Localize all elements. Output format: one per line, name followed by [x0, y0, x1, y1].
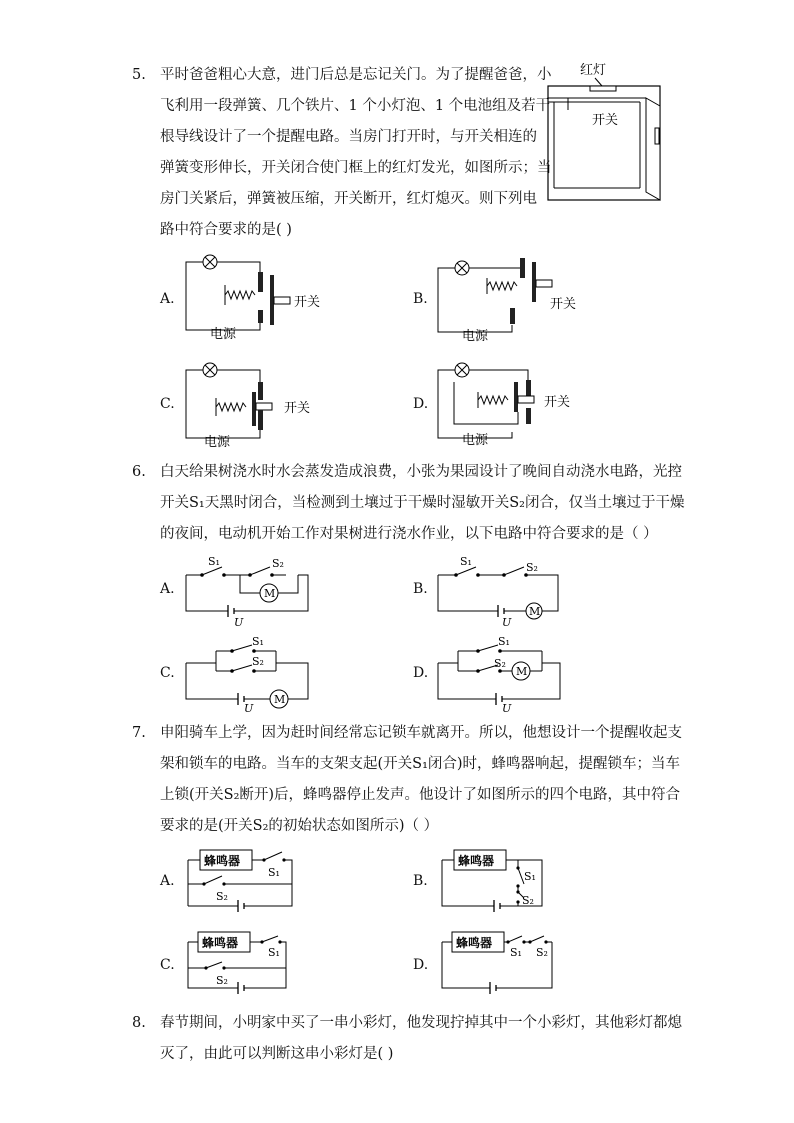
s1-label: S₁ [208, 555, 220, 568]
power-source-label: 电源 [204, 435, 231, 450]
q7-option-c-circuit [182, 928, 307, 998]
q6-option-a-circuit [180, 553, 320, 633]
switch-label: 开关 [544, 395, 571, 410]
switch-icon [252, 392, 256, 426]
s2-label: S₂ [494, 657, 506, 670]
switch-label: 开关 [294, 295, 321, 310]
voltage-label: U [234, 616, 244, 629]
buzzer-label: 蜂鸣器 [456, 936, 493, 950]
text-line: 弹簧变形伸长，开关闭合使门框上的红灯发光，如图所示；当 [160, 160, 552, 176]
text-line: 飞利用一段弹簧、几个铁片、1 个小灯泡、1 个电池组及若干 [160, 98, 551, 114]
red-light-label: 红灯 [580, 63, 607, 78]
buzzer-label: 蜂鸣器 [458, 854, 495, 868]
door-panel [646, 98, 660, 200]
s2-label: S₂ [526, 561, 538, 574]
s1-label: S₁ [460, 555, 472, 568]
question-text [160, 60, 552, 246]
s1-label: S₁ [510, 946, 522, 959]
option-a-letter[interactable]: A. [160, 291, 175, 307]
switch-label: 开关 [550, 297, 577, 312]
switch-icon [270, 275, 274, 325]
q5-option-c-circuit [180, 358, 320, 453]
q6-option-c-circuit [180, 633, 320, 713]
voltage-label: U [502, 702, 512, 715]
option-d-letter[interactable]: D. [413, 957, 429, 973]
s1-label: S₁ [524, 870, 536, 883]
voltage-label: U [244, 702, 254, 715]
q7-option-b-circuit [436, 846, 561, 916]
text-line: 架和锁车的电路。当车的支架支起(开关S₁闭合)时，蜂鸣器响起，提醒锁车；当车 [160, 756, 681, 772]
question-number: 6. [132, 464, 146, 480]
s2-label: S₂ [536, 946, 548, 959]
motor-label: M [516, 665, 528, 678]
option-d-letter[interactable]: D. [413, 665, 429, 681]
power-source-label: 电源 [462, 329, 489, 344]
buzzer-label: 蜂鸣器 [204, 854, 241, 868]
text-line: 春节期间，小明家中买了一串小彩灯，他发现拧掉其中一个小彩灯，其他彩灯都熄 [160, 1015, 682, 1031]
power-source-label: 电源 [210, 327, 237, 342]
text-line: 根导线设计了一个提醒电路。当房门打开时，与开关相连的 [160, 129, 537, 145]
s2-label: S₂ [272, 557, 284, 570]
text-line: 申阳骑车上学，因为赶时间经常忘记锁车就离开。所以，他想设计一个提醒收起支 [160, 725, 682, 741]
text-line: 平时爸爸粗心大意，进门后总是忘记关门。为了提醒爸爸，小 [160, 67, 552, 83]
question-number: 7. [132, 725, 146, 741]
option-c-letter[interactable]: C. [160, 665, 175, 681]
option-b-letter[interactable]: B. [413, 291, 428, 307]
text-line: 上锁(开关S₂断开)后，蜂鸣器停止发声。他设计了如图所示的四个电路，其中符合 [160, 787, 681, 803]
q7-option-d-circuit [436, 928, 561, 998]
s1-label: S₁ [498, 635, 510, 648]
option-a-letter[interactable]: A. [160, 873, 175, 889]
s1-label: S₁ [268, 946, 280, 959]
q6-option-b-circuit [432, 553, 572, 633]
motor-label: M [529, 605, 541, 618]
motor-label: M [264, 587, 276, 600]
question-text [160, 457, 685, 550]
voltage-label: U [502, 616, 512, 629]
buzzer-label: 蜂鸣器 [202, 936, 239, 950]
question-text [160, 1008, 682, 1070]
switch-icon [514, 382, 518, 412]
q5-option-b-circuit [432, 250, 592, 345]
s2-label: S₂ [216, 890, 228, 903]
q7-option-a-circuit [182, 846, 307, 916]
text-line: 要求的是(开关S₂的初始状态如图所示)（ ） [160, 818, 439, 834]
q5-option-d-circuit [432, 356, 592, 456]
q6-option-d-circuit [432, 633, 572, 713]
s2-label: S₂ [522, 894, 534, 907]
option-a-letter[interactable]: A. [160, 581, 175, 597]
question-number: 5. [132, 67, 146, 83]
text-line: 的夜间，电动机开始工作对果树进行浇水作业，以下电路中符合要求的是（ ） [160, 526, 658, 542]
motor-label: M [274, 693, 286, 706]
text-line: 白天给果树浇水时水会蒸发造成浪费，小张为果园设计了晚间自动浇水电路，光控 [160, 464, 682, 480]
text-line: 灭了，由此可以判断这串小彩灯是( ) [160, 1046, 394, 1062]
switch-label: 开关 [592, 113, 619, 128]
question-text [160, 718, 682, 842]
option-c-letter[interactable]: C. [160, 396, 175, 412]
switch-icon [532, 262, 536, 302]
text-line: 路中符合要求的是( ) [160, 222, 292, 238]
option-c-letter[interactable]: C. [160, 957, 175, 973]
switch-label: 开关 [284, 401, 311, 416]
red-light-icon [590, 86, 616, 91]
text-line: 房门关紧后，弹簧被压缩，开关断开，红灯熄灭。则下列电 [160, 191, 537, 207]
power-source-label: 电源 [462, 433, 489, 448]
option-b-letter[interactable]: B. [413, 581, 428, 597]
q5-option-a-circuit [180, 250, 320, 345]
option-b-letter[interactable]: B. [413, 873, 428, 889]
s1-label: S₁ [252, 635, 264, 648]
s1-label: S₁ [268, 866, 280, 879]
option-d-letter[interactable]: D. [413, 396, 429, 412]
s2-label: S₂ [252, 655, 264, 668]
door-figure [540, 58, 670, 203]
text-line: 开关S₁天黑时闭合，当检测到土壤过于干燥时湿敏开关S₂闭合，仅当土壤过于干燥 [160, 495, 685, 511]
s2-label: S₂ [216, 974, 228, 987]
question-number: 8. [132, 1015, 146, 1031]
